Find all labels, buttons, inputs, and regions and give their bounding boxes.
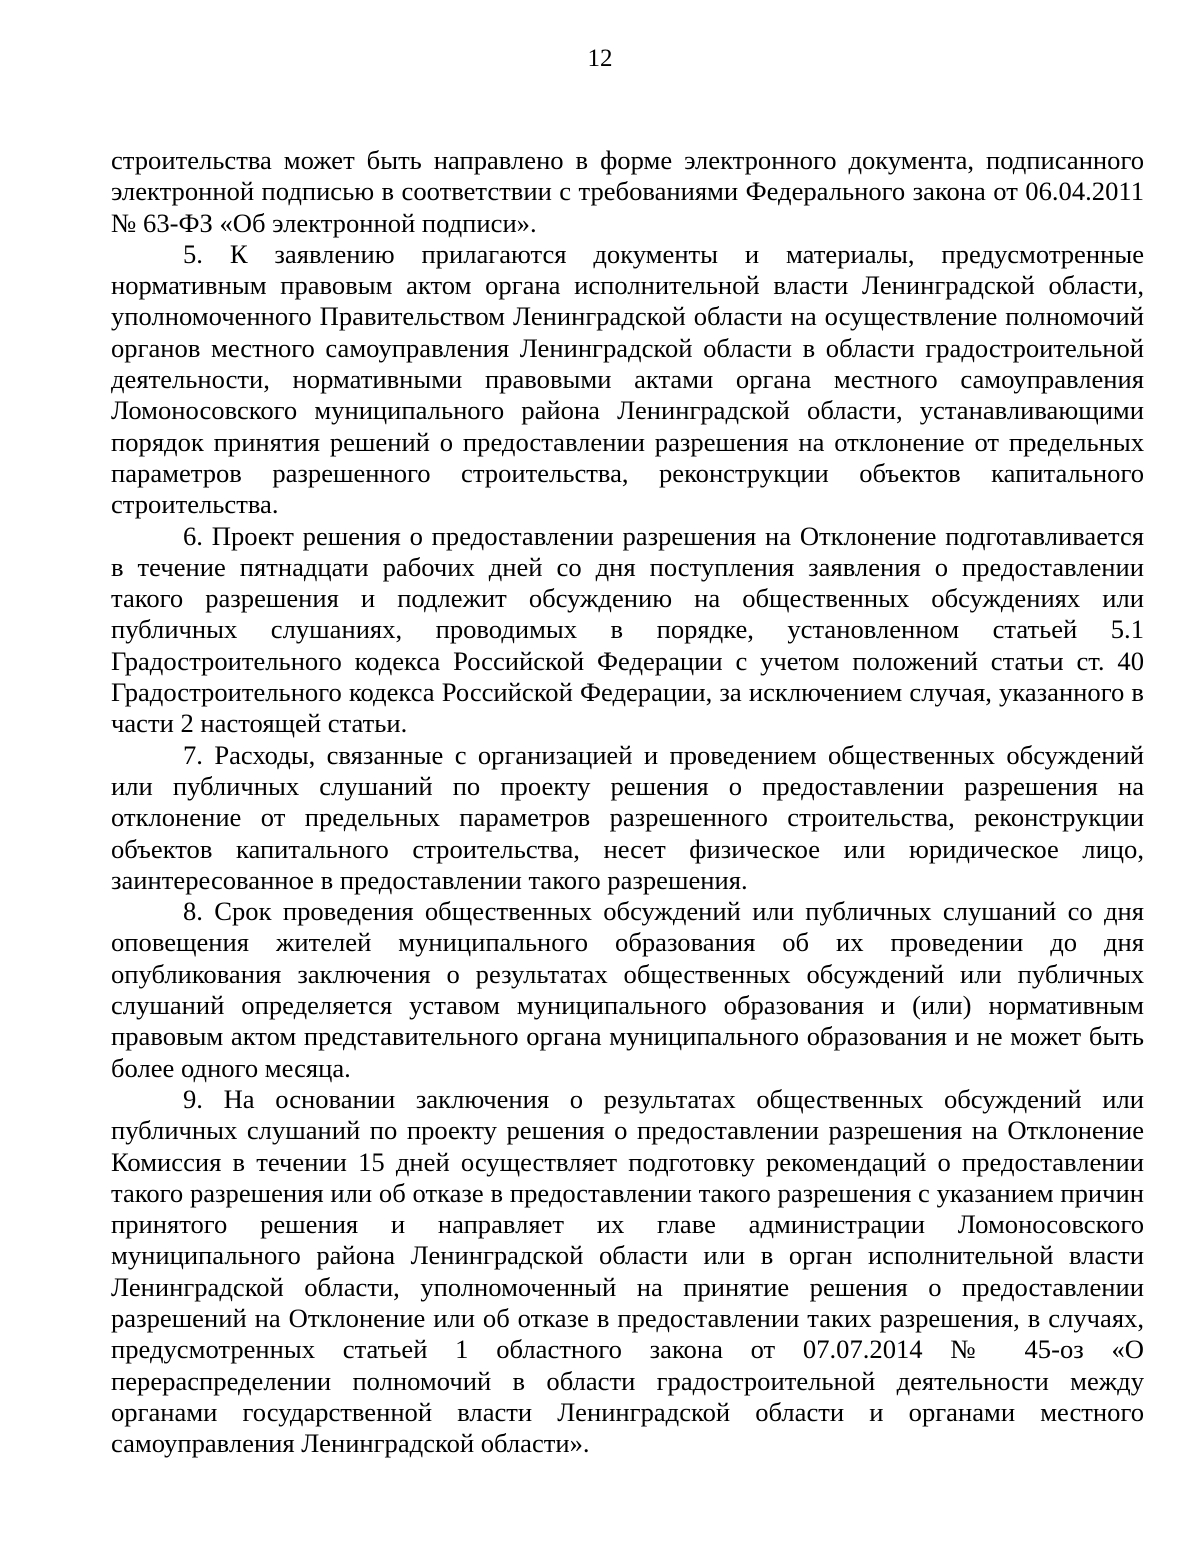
paragraph-item-8: 8. Срок проведения общественных обсуждений или публичных слушаний со дня оповещения жителей муниципального образования об их проведении до дня опубликования заключения о результатах общественных обсуждений или публичных слушаний определяется уставом муниципального образования и (или) нормативным правовым актом представительного органа муниципального образования и не может быть более одного месяца. bbox=[111, 896, 1144, 1083]
paragraph-continuation: строительства может быть направлено в форме электронного документа, подписанного электронной подписью в соответствии с требованиями Федерального закона от 06.04.2011 № 63-ФЗ «Об электронной подписи». bbox=[111, 145, 1144, 238]
paragraph-item-5: 5. К заявлению прилагаются документы и материалы, предусмотренные нормативным правовым актом органа исполнительной власти Ленинградской области, уполномоченного Правительством Ленинградской области на осуществление полномочий органов местного самоуправления Ленинградской области в области градостроительной деятельности, нормативными правовыми актами органа местного самоуправления Ломоносовского муниципального района Ленинградской области, устанавливающими порядок принятия решений о предоставлении разрешения на отклонение от предельных параметров разрешенного строительства, реконструкции объектов капитального строительства. bbox=[111, 238, 1144, 520]
paragraph-item-9: 9. На основании заключения о результатах общественных обсуждений или публичных слушаний по проекту решения о предоставлении разрешения на Отклонение Комиссия в течении 15 дней осуществляет подготовку рекомендаций о предоставлении такого разрешения или об отказе в предоставлении такого разрешения с указанием причин принятого решения и направляет их главе администрации Ломоносовского муниципального района Ленинградской области или в орган исполнительной власти Ленинградской области, уполномоченный на принятие решения о предоставлении разрешений на Отклонение или об отказе в предоставлении таких разрешения, в случаях, предусмотренных статьей 1 областного закона от 07.07.2014 № 45-оз «О перераспределении полномочий в области градостроительной деятельности между органами государственной власти Ленинградской области и органами местного самоуправления Ленинградской области». bbox=[111, 1083, 1144, 1459]
document-body bbox=[111, 145, 1144, 1459]
paragraph-item-7: 7. Расходы, связанные с организацией и проведением общественных обсуждений или публичных слушаний по проекту решения о предоставлении разрешения на отклонение от предельных параметров разрешенного строительства, реконструкции объектов капитального строительства, несет физическое или юридическое лицо, заинтересованное в предоставлении такого разрешения. bbox=[111, 739, 1144, 895]
page-number: 12 bbox=[587, 45, 613, 72]
paragraph-item-6: 6. Проект решения о предоставлении разрешения на Отклонение подготавливается в течение пятнадцати рабочих дней со дня поступления заявления о предоставлении такого разрешения и подлежит обсуждению на общественных обсуждениях или публичных слушаниях, проводимых в порядке, установленном статьей 5.1 Градостроительного кодекса Российской Федерации с учетом положений статьи ст. 40 Градостроительного кодекса Российской Федерации, за исключением случая, указанного в части 2 настоящей статьи. bbox=[111, 520, 1144, 739]
